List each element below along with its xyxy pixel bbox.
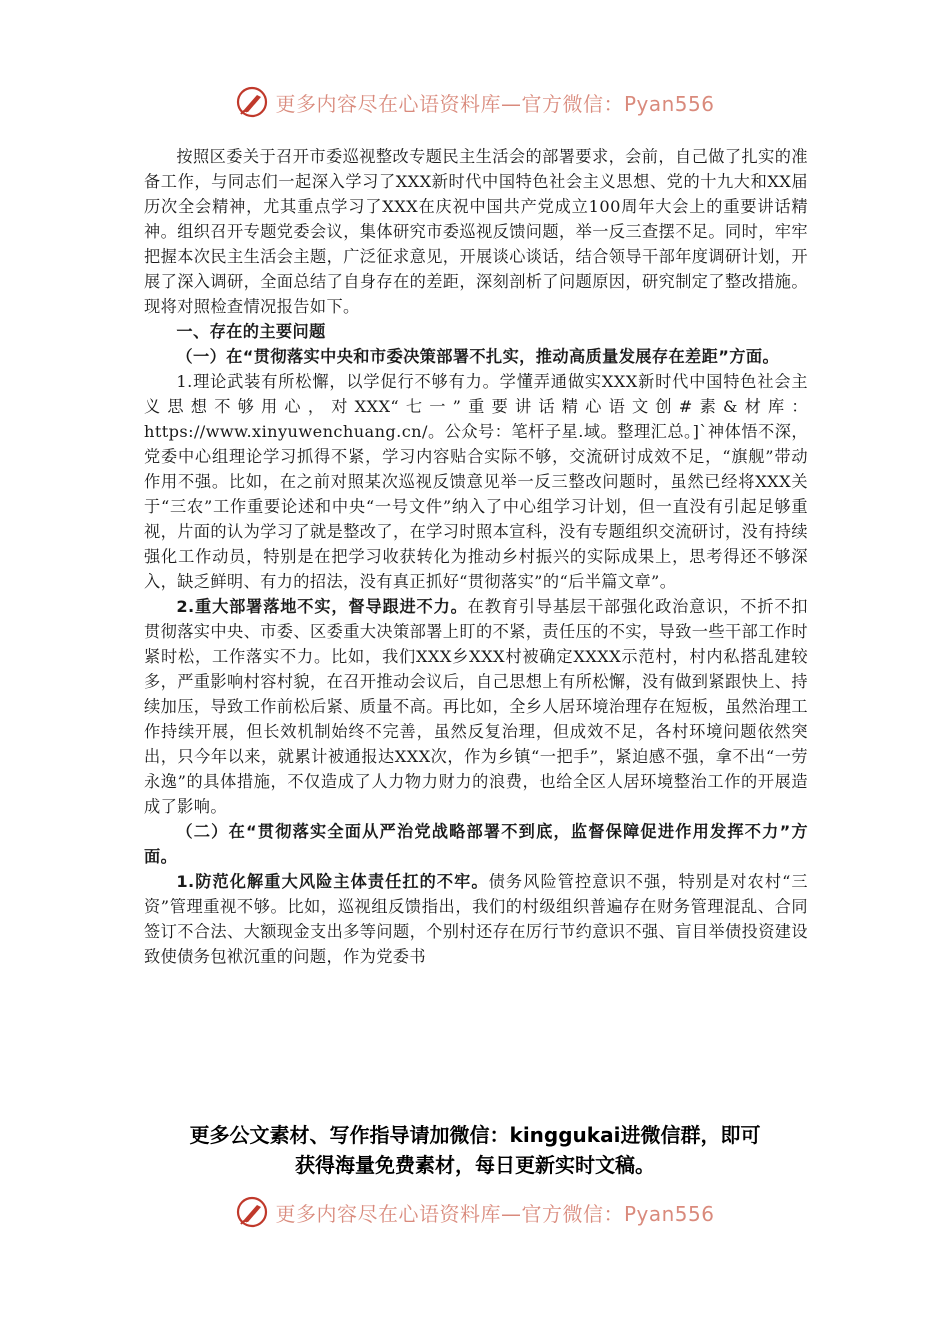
promo-line-1: 更多公文素材、写作指导请加微信：kinggukai进微信群，即可 — [189, 1123, 761, 1147]
item-2-paragraph — [144, 594, 808, 819]
document-body — [144, 144, 808, 969]
banner-text: 更多内容尽在心语资料库—官方微信：Pyan556 — [275, 91, 715, 116]
item-3-lead: 1.防范化解重大风险主体责任扛的不牢。 — [176, 872, 489, 891]
section-heading: 一、存在的主要问题 — [176, 322, 326, 341]
footer-banner — [0, 1192, 950, 1232]
subsection-heading-2: （二）在“贯彻落实全面从严治党战略部署不到底，监督保障促进作用发挥不力”方面。 — [144, 822, 808, 866]
item-1-paragraph: 1.理论武装有所松懈，以学促行不够有力。学懂弄通做实XXX新时代中国特色社会主义思想不够用心，对XXX“七一”重要讲话精心语文创#素&材库：https://www.xinyuwenchuang.cn/。公众号：笔杆子星.域。整理汇总。]`神体悟不深，党委中心组理论学习抓得不紧，学习内容贴合实际不够，交流研讨成效不足，“旗舰”带动作用不强。比如，在之前对照某次巡视反馈意见举一反三整改问题时，虽然已经将XXX关于“三农”工作重要论述和中央“一号文件”纳入了中心组学习计划，但一直没有引起足够重视，片面的认为学习了就是整改了，在学习时照本宣科，没有专题组织交流研讨，没有持续强化工作动员，特别是在把学习收获转化为推动乡村振兴的实际成果上，思考得还不够深入，缺乏鲜明、有力的招法，没有真正抓好“贯彻落实”的“后半篇文章”。 — [144, 372, 808, 591]
promo-text — [120, 1120, 830, 1180]
pen-logo-icon — [235, 85, 269, 119]
promo-line-2: 获得海量免费素材，每日更新实时文稿。 — [295, 1153, 655, 1177]
item-2-text: 在教育引导基层干部强化政治意识，不折不扣贯彻落实中央、市委、区委重大决策部署上盯的不紧，责任压的不实，导致一些干部工作时紧时松，工作落实不力。比如，我们XXX乡XXX村被确定XXXX示范村，村内私搭乱建较多，严重影响村容村貌，在召开推动会议后，自己思想上有所松懈，没有做到紧跟快上、持续加压，导致工作前松后紧、质量不高。再比如，全乡人居环境治理存在短板，虽然治理工作持续开展，但长效机制始终不完善，虽然反复治理，但成效不足，各村环境问题依然突出，只今年以来，就累计被通报达XXX次，作为乡镇“一把手”，紧迫感不强，拿不出“一劳永逸”的具体措施，不仅造成了人力物力财力的浪费，也给全区人居环境整治工作的开展造成了影响。 — [144, 597, 808, 816]
item-2-lead: 2.重大部署落地不实，督导跟进不力。 — [176, 597, 468, 616]
banner-text: 更多内容尽在心语资料库—官方微信：Pyan556 — [275, 1201, 715, 1226]
item-3-paragraph — [144, 869, 808, 969]
intro-paragraph: 按照区委关于召开市委巡视整改专题民主生活会的部署要求，会前，自己做了扎实的准备工作，与同志们一起深入学习了XXX新时代中国特色社会主义思想、党的十九大和XX届历次全会精神，尤其重点学习了XXX在庆祝中国共产党成立100周年大会上的重要讲话精神。组织召开专题党委会议，集体研究市委巡视反馈问题，举一反三查摆不足。同时，牢牢把握本次民主生活会主题，广泛征求意见，开展谈心谈话，结合领导干部年度调研计划，开展了深入调研，全面总结了自身存在的差距，深刻剖析了问题原因，研究制定了整改措施。现将对照检查情况报告如下。 — [144, 147, 808, 316]
subsection-heading-1: （一）在“贯彻落实中央和市委决策部署不扎实，推动高质量发展存在差距”方面。 — [176, 347, 780, 366]
pen-logo-icon — [235, 1195, 269, 1229]
header-banner — [0, 82, 950, 122]
item-3-text: 债务风险管控意识不强，特别是对农村“三资”管理重视不够。比如，巡视组反馈指出，我们的村级组织普遍存在财务管理混乱、合同签订不合法、大额现金支出多等问题，个别村还存在厉行节约意识不强、盲目举债投资建设致使债务包袱沉重的问题，作为党委书 — [144, 872, 808, 966]
